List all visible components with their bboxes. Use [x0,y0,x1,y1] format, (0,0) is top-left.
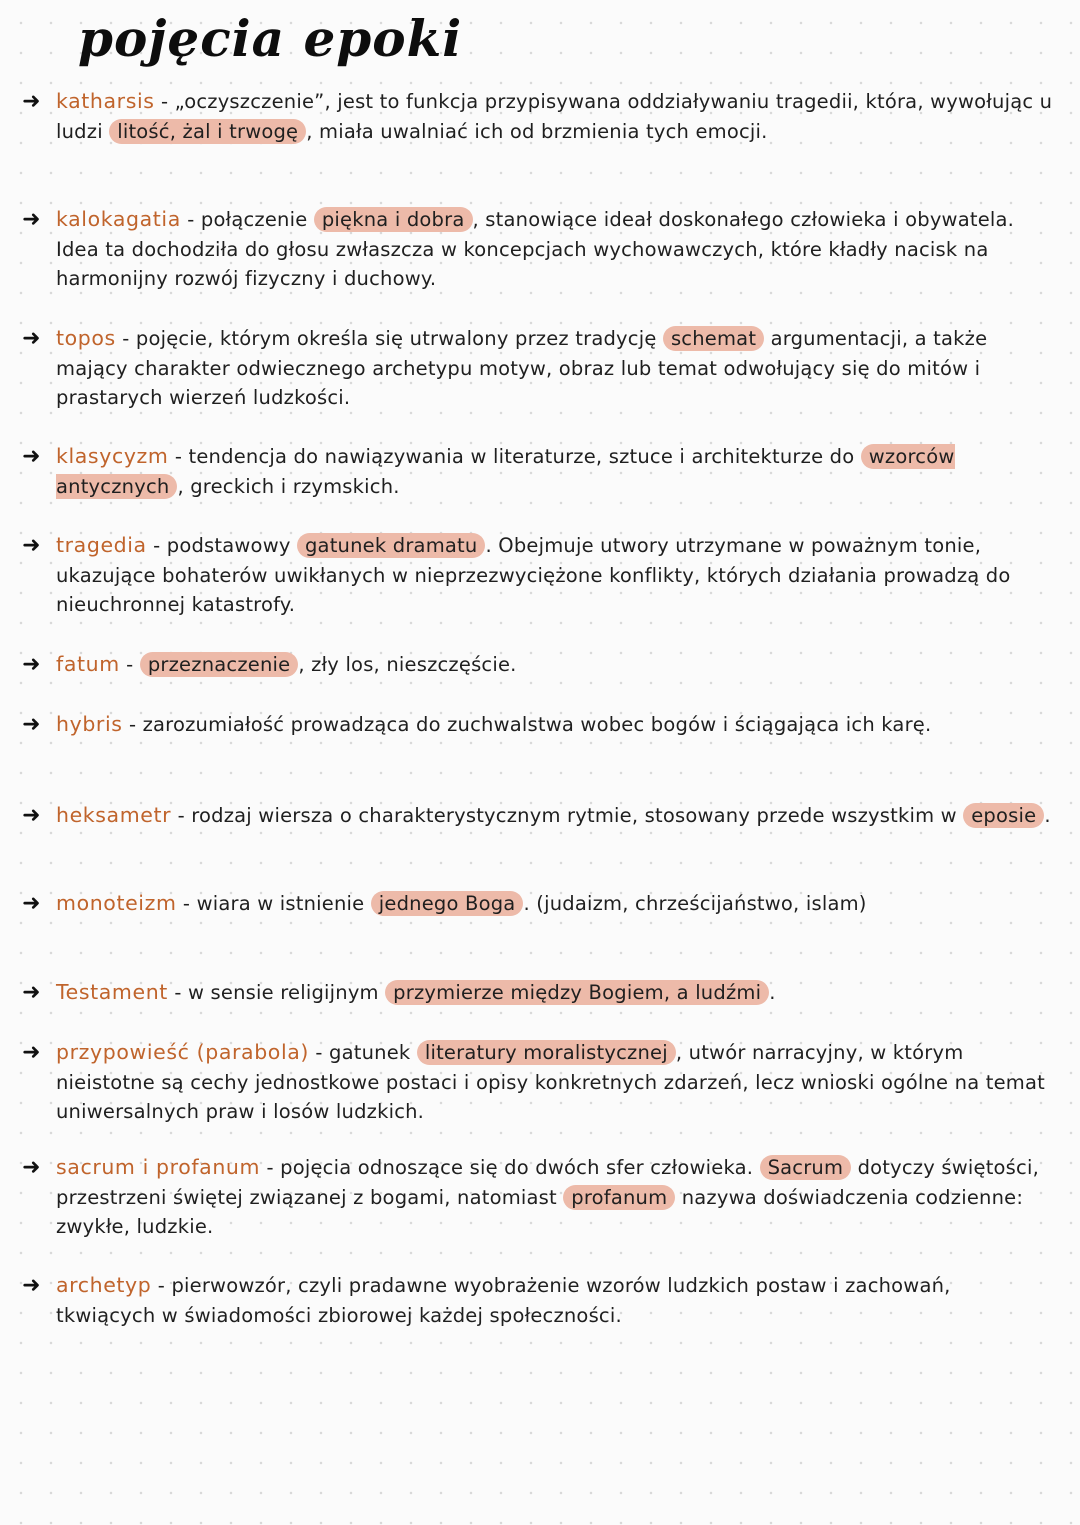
entry-text [56,324,1056,413]
highlighted-phrase: Sacrum [760,1155,852,1180]
term-name: klasycyzm [56,444,169,468]
term-entry [22,442,1056,501]
arrow-right-icon: ➜ [22,533,41,558]
definition-text: - [119,653,140,676]
arrow-right-icon: ➜ [22,1040,41,1065]
highlighted-phrase: profanum [563,1185,675,1210]
definition-text: , utwór narracyjny, w którym nieistotne są cechy jednostkowe postaci i opisy konkretnych zdarzeń, lecz wnioski ogólne na temat uniwersalnych praw i losów ludzkich. [56,1041,1045,1123]
definition-text: - pojęcia odnoszące się do dwóch sfer człowieka. [260,1156,760,1179]
term-name: hybris [56,712,123,736]
highlighted-phrase: eposie [963,803,1044,828]
definition-text: nazywa doświadczenia codzienne: zwykłe, ludzkie. [56,1185,1024,1238]
term-name: sacrum i profanum [56,1155,261,1179]
entry-text [56,1038,1056,1127]
definition-text: - pojęcie, którym określa się utrwalony przez tradycję [115,327,663,350]
highlighted-phrase: piękna i dobra [314,207,473,232]
definition-text: . Obejmuje utwory utrzymane w poważnym tonie, ukazujące bohaterów uwikłanych w nieprzezwyciężone konflikty, których działania prowadzą do nieuchronnej katastrofy. [56,534,1011,616]
definition-text: - wiara w istnienie [176,892,371,915]
term-entry [22,801,1056,831]
definition-text: - w sensie religijnym [167,981,386,1004]
arrow-right-icon: ➜ [22,803,41,828]
term-entry [22,531,1056,620]
term-name: tragedia [56,533,147,557]
definition-text: - połączenie [180,208,314,231]
highlighted-phrase: schemat [663,326,764,351]
arrow-right-icon: ➜ [22,207,41,232]
definition-text: - gatunek [309,1041,417,1064]
term-entry [22,710,1056,740]
term-entry [22,87,1056,146]
entry-text [56,87,1056,146]
entry-text [56,531,1056,620]
definition-text: - zarozumiałość prowadząca do zuchwalstwa wobec bogów i ściągająca ich karę. [122,713,932,736]
term-entry [22,978,1056,1008]
term-entry [22,1038,1056,1127]
term-name: przypowieść (parabola) [56,1040,310,1064]
highlighted-phrase: jednego Boga [371,891,524,916]
entry-text [56,801,1056,831]
term-name: kalokagatia [56,207,181,231]
arrow-right-icon: ➜ [22,89,41,114]
term-name: archetyp [56,1273,152,1297]
arrow-right-icon: ➜ [22,652,41,677]
term-entry [22,889,1056,919]
term-name: topos [56,326,116,350]
term-entry [22,205,1056,294]
definition-text: - podstawowy [146,534,297,557]
arrow-right-icon: ➜ [22,1155,41,1180]
entry-text [56,889,1056,919]
definition-text: , greckich i rzymskich. [177,474,400,498]
arrow-right-icon: ➜ [22,980,41,1005]
term-entry [22,650,1056,680]
definition-text: argumentacji, a także mający charakter odwiecznego archetypu motyw, obraz lub temat odwołujący się do mitów i prastarych wierzeń ludzkości. [56,327,988,409]
term-name: fatum [56,652,120,676]
term-entry [22,1153,1056,1242]
definition-text: . (judaizm, chrześcijaństwo, islam) [523,892,867,915]
highlighted-phrase: wzorców antycznych [56,445,955,498]
entry-text [56,1153,1056,1242]
definition-text: - rodzaj wiersza o charakterystycznym rytmie, stosowany przede wszystkim w [171,804,964,827]
highlighted-phrase: literatury moralistycznej [417,1040,676,1065]
highlighted-phrase: litość, żal i trwogę [109,119,306,144]
entry-text [56,710,1056,740]
term-entry [22,1271,1056,1330]
term-name: monoteizm [56,891,177,915]
entry-text [56,650,1056,680]
entry-text [56,442,1056,501]
arrow-right-icon: ➜ [22,891,41,916]
entry-text [56,978,1056,1008]
page-title: pojęcia epoki [78,9,463,68]
highlighted-phrase: przymierze między Bogiem, a ludźmi [385,980,769,1005]
entry-text [56,1271,1056,1330]
definition-text: - tendencja do nawiązywania w literaturze, sztuce i architekturze do [168,445,861,468]
highlighted-phrase: gatunek dramatu [297,533,485,558]
arrow-right-icon: ➜ [22,1273,41,1298]
definition-text: , zły los, nieszczęście. [298,653,517,676]
definition-text: , stanowiące ideał doskonałego człowieka i obywatela. Idea ta dochodziła do głosu zwłaszcza w koncepcjach wychowawczych, które kładły nacisk na harmonijny rozwój fizyczny i duchowy. [56,208,1015,290]
definition-text: . [1044,804,1051,827]
term-name: heksametr [56,803,172,827]
arrow-right-icon: ➜ [22,712,41,737]
highlighted-phrase: przeznaczenie [140,652,299,677]
definition-text: - pierwowzór, czyli pradawne wyobrażenie wzorów ludzkich postaw i zachowań, tkwiących w świadomości zbiorowej każdej społeczności. [56,1274,951,1327]
arrow-right-icon: ➜ [22,326,41,351]
term-entry [22,324,1056,413]
definition-text: - „oczyszczenie”, jest to funkcja przypisywana oddziaływaniu tragedii, która, wywołując u ludzi [56,90,1053,143]
definition-text: . [769,981,776,1004]
arrow-right-icon: ➜ [22,444,41,469]
definition-text: dotyczy świętości, przestrzeni świętej związanej z bogami, natomiast [56,1156,1039,1209]
term-name: Testament [56,980,168,1004]
term-name: katharsis [56,89,155,113]
definition-text: , miała uwalniać ich od brzmienia tych emocji. [306,119,768,143]
entry-text [56,205,1056,294]
